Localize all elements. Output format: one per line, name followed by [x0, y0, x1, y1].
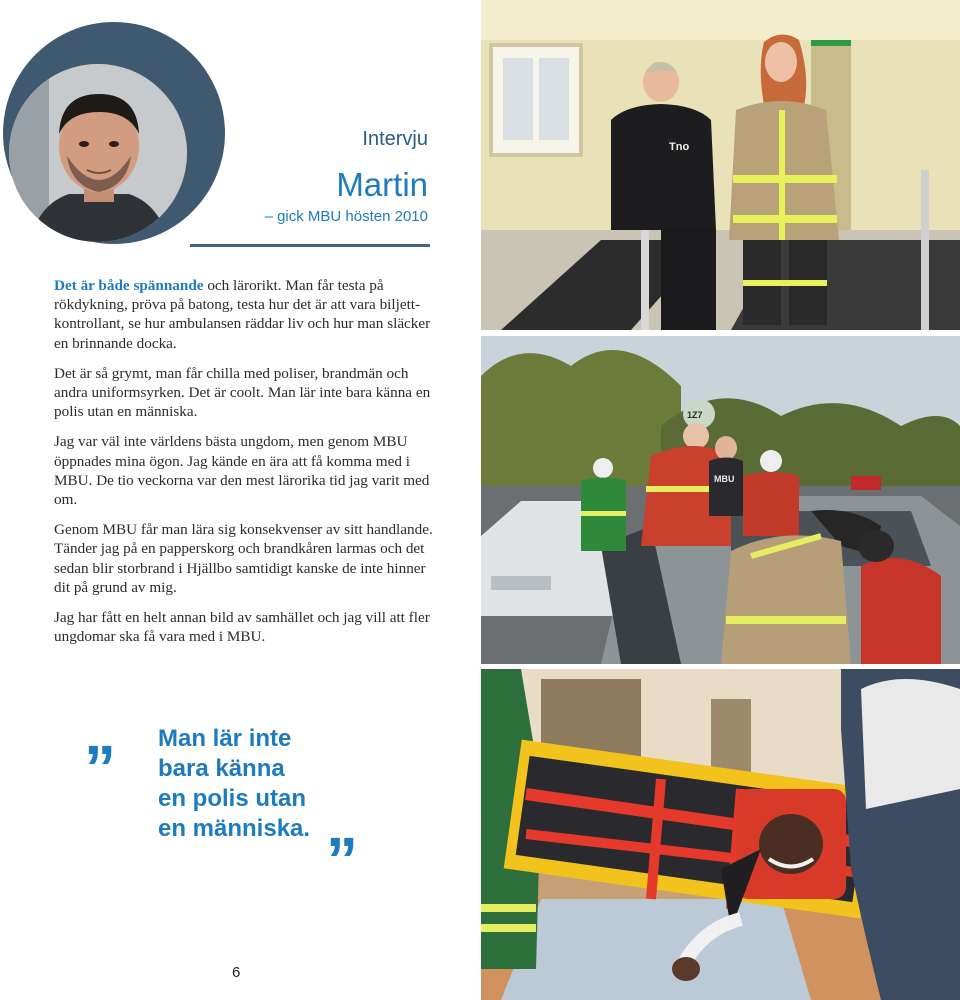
- page-number: 6: [232, 964, 241, 981]
- shirt-print: MBU: [714, 474, 735, 484]
- photo-treadmill: [481, 0, 960, 330]
- quote-line: en polis utan: [158, 785, 307, 812]
- interview-text: [54, 276, 434, 657]
- quote-close-mark: „: [326, 788, 358, 860]
- quote-open-mark: „: [84, 696, 116, 768]
- paragraph-1-text: och lärorikt. Man får testa på rökdykning, pröva på batong, testa hur det är att vara biljettkontrollant, se hur ambulansen räddar liv och hur man släcker en brinnande docka.: [54, 277, 431, 352]
- paragraph-3: Jag var väl inte världens bästa ungdom, men genom MBU öppnades mina ögon. Jag kände en ära att få komma med i MBU. De tio veckorna var den mest lärorika tid jag varit med om.: [54, 433, 430, 509]
- shirt-print: Tno: [669, 141, 690, 153]
- paragraph-2: Det är så grymt, man får chilla med poliser, brandmän och andra uniformsyrken. Det är coolt. Man lär inte bara känna en polis utan en människa.: [54, 364, 431, 421]
- person-name: Martin: [336, 166, 428, 203]
- portrait-photo: [9, 64, 187, 242]
- photo-car-rescue: [481, 336, 960, 664]
- paragraph-5: Jag har fått en helt annan bild av samhället och jag vill att fler ungdomar ska få vara med i MBU.: [54, 609, 430, 646]
- header-rule: [190, 244, 430, 247]
- quote-line: en människa.: [158, 815, 311, 842]
- section-label: Intervju: [362, 128, 428, 150]
- helmet-print: 1Z7: [687, 410, 703, 420]
- lead-phrase: Det är både spännande: [54, 277, 204, 294]
- person-subtitle: – gick MBU hösten 2010: [264, 208, 428, 225]
- quote-line: Man lär inte: [158, 725, 292, 752]
- paragraph-4: Genom MBU får man lära sig konsekvenser av sitt handlande. Tänder jag på en papperskorg och brandkåren larmas och det sedan blir storbrand i Hjällbo samtidigt kanske de inte hinner dit på grund av mig.: [54, 521, 433, 596]
- paragraph-1: [54, 276, 434, 353]
- quote-line: bara känna: [158, 755, 285, 782]
- photo-stretcher: [481, 669, 960, 1000]
